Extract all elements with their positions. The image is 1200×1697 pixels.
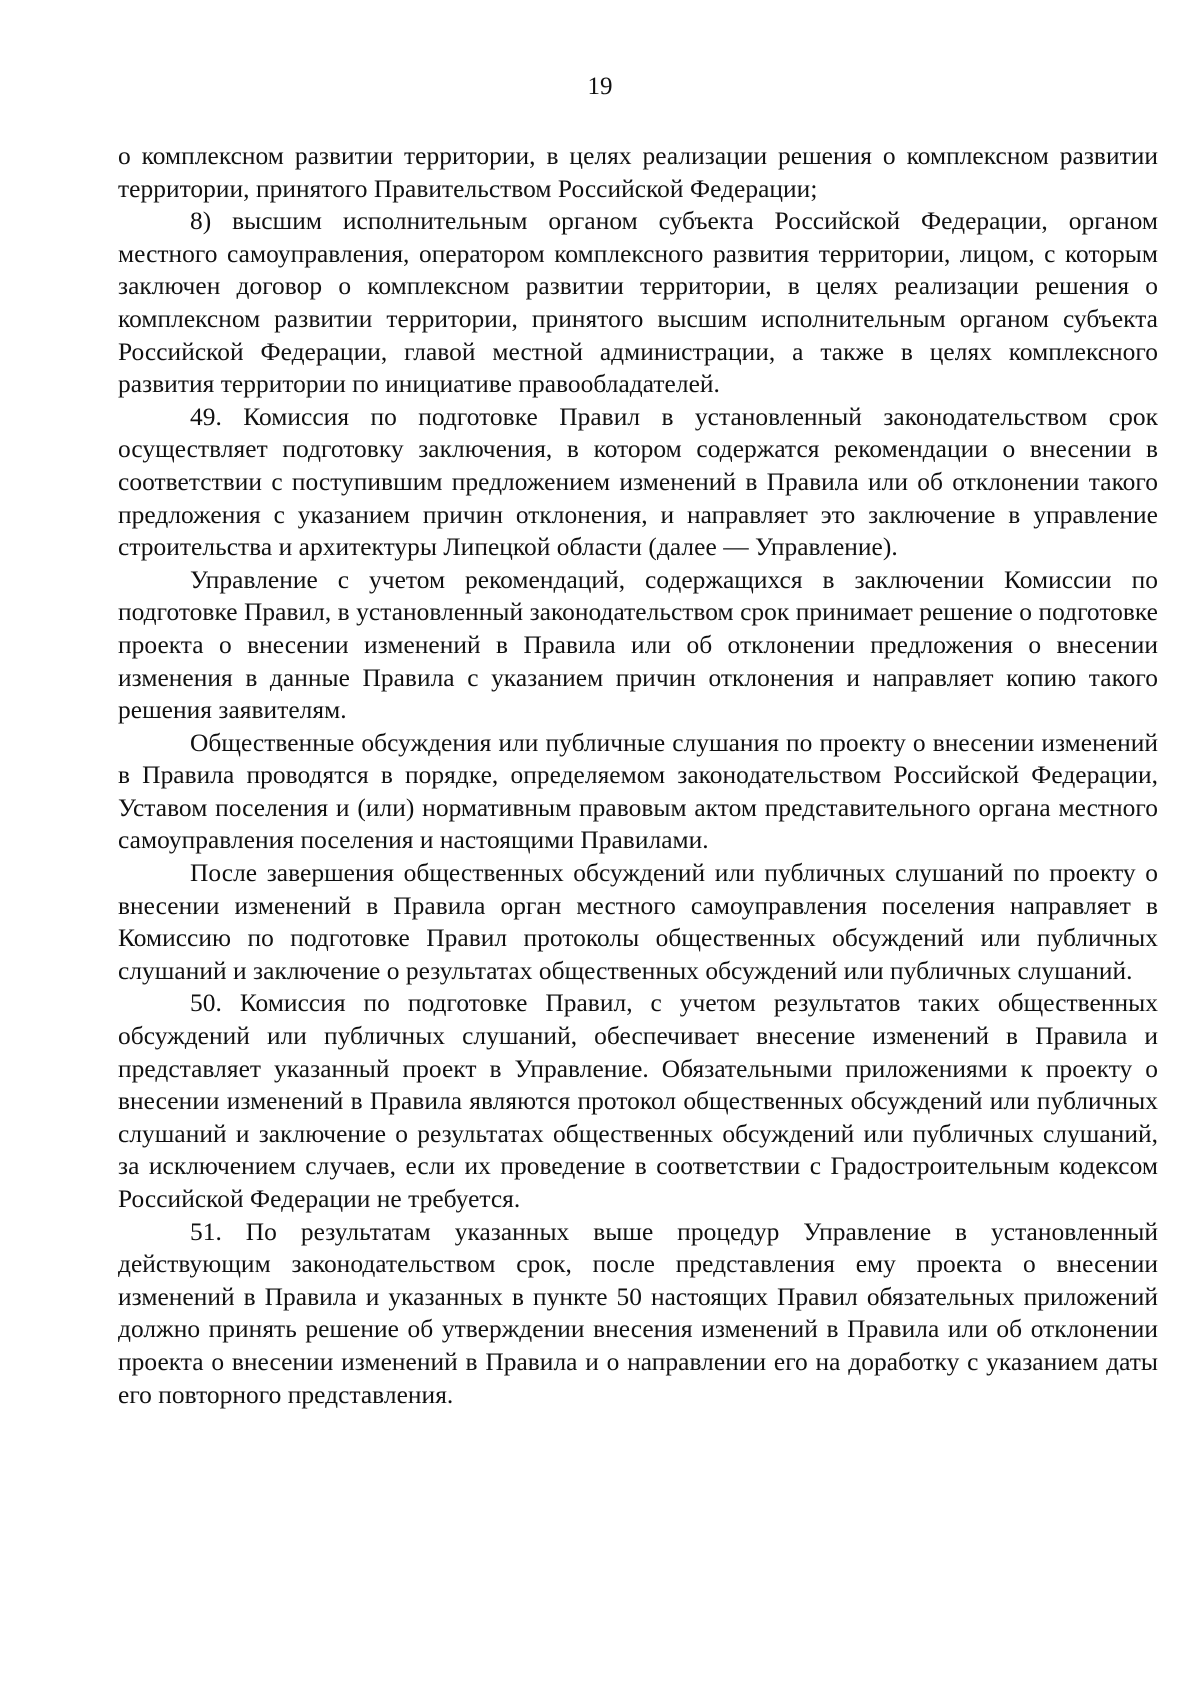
paragraph-clause-49: 49. Комиссия по подготовке Правил в установленный законодательством срок осуществляет подготовку заключения, в котором содержатся рекомендации о внесении в соответствии с поступившим предложением изменений в Правила или об отклонении такого предложения с указанием причин отклонения, и направляет это заключение в управление строительства и архитектуры Липецкой области (далее — Управление). — [118, 402, 1158, 562]
paragraph-public-hearings: Общественные обсуждения или публичные слушания по проекту о внесении изменений в Правила проводятся в порядке, определяемом законодательством Российской Федерации, Уставом поселения и (или) нормативным правовым актом представительного органа местного самоуправления поселения и настоящими Правилами. — [118, 728, 1158, 855]
page-number: 19 — [587, 73, 613, 100]
paragraph-clause-50: 50. Комиссия по подготовке Правил, с учетом результатов таких общественных обсуждений или публичных слушаний, обеспечивает внесение изменений в Правила и представляет указанный проект в Управление. Обязательными приложениями к проекту о внесении изменений в Правила являются протокол общественных обсуждений или публичных слушаний и заключение о результатах общественных обсуждений или публичных слушаний, за исключением случаев, если их проведение в соответствии с Градостроительным кодексом Российской Федерации не требуется. — [118, 989, 1158, 1213]
paragraph-after-hearings: После завершения общественных обсуждений или публичных слушаний по проекту о внесении изменений в Правила орган местного самоуправления поселения направляет в Комиссию по подготовке Правил протоколы общественных обсуждений или публичных слушаний и заключение о результатах общественных обсуждений или публичных слушаний. — [118, 859, 1158, 985]
document-body — [118, 140, 1158, 1411]
paragraph-continuation: о комплексном развитии территории, в целях реализации решения о комплексном развитии территории, принятого Правительством Российской Федерации; — [118, 142, 1158, 203]
paragraph-item-8: 8) высшим исполнительным органом субъекта Российской Федерации, органом местного самоуправления, оператором комплексного развития территории, лицом, с которым заключен договор о комплексном развитии территории, в целях реализации решения о комплексном развитии территории, принятого высшим исполнительным органом субъекта Российской Федерации, главой местной администрации, а также в целях комплексного развития территории по инициативе правообладателей. — [118, 207, 1158, 399]
paragraph-clause-51: 51. По результатам указанных выше процедур Управление в установленный действующим законодательством срок, после представления ему проекта о внесении изменений в Правила и указанных в пункте 50 настоящих Правил обязательных приложений должно принять решение об утверждении внесения изменений в Правила или об отклонении проекта о внесении изменений в Правила и о направлении его на доработку с указанием даты его повторного представления. — [118, 1217, 1158, 1409]
paragraph-management-decision: Управление с учетом рекомендаций, содержащихся в заключении Комиссии по подготовке Правил, в установленный законодательством срок принимает решение о подготовке проекта о внесении изменений в Правила или об отклонении предложения о внесении изменения в данные Правила с указанием причин отклонения и направляет копию такого решения заявителям. — [118, 565, 1158, 725]
